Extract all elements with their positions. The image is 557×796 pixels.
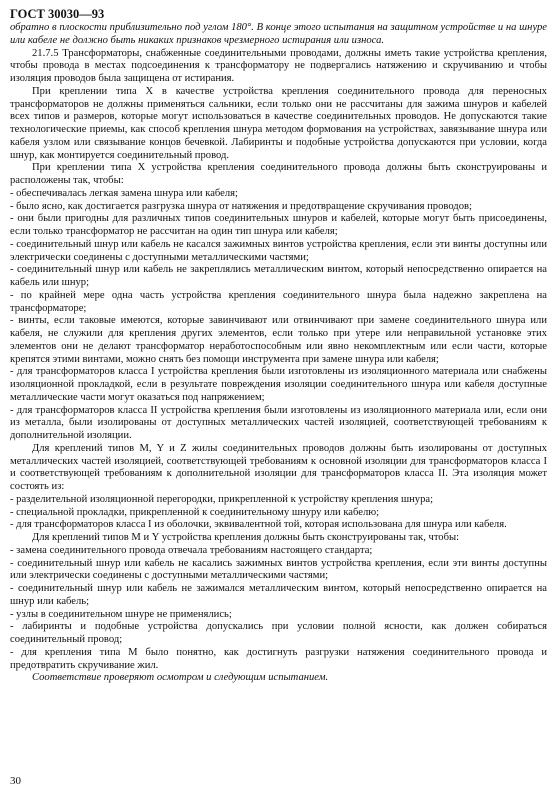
paragraph: - по крайней мере одна часть устройства крепления соединительного шнура была надежно закреплена на трансформаторе; — [10, 289, 547, 314]
paragraph: - они были пригодны для различных типов соединительных шнуров и кабелей, которые могут быть присоединены, если только трансформатор не рассчитан на один тип шнура или кабеля; — [10, 213, 547, 237]
paragraph: - разделительной изоляционной перегородки, прикрепленной к устройству крепления шнура; — [10, 493, 434, 505]
paragraph: - винты, если таковые имеются, которые завинчивают или отвинчивают при замене соединительного шнура или кабеля, не служили для крепления других элементов, если только при утере или неправильной установке этих элементов они не делают трансформатор неработоспособным или явно некомплектным или если части, которые крепятся этими винтами, можно снять без помощи инструмента при замене шнура или кабеля; — [10, 315, 547, 365]
page-number: 30 — [10, 775, 21, 787]
paragraph: - соединительный шнур или кабель не закреплялись металлическим винтом, который непосредственно опирается на кабель или шнур; — [10, 264, 547, 288]
paragraph: - для трансформаторов класса II устройства крепления были изготовлены из изоляционного материала или, если они из металла, были изолированы от доступных металлических частей изоляцией, соответствующей требованиям к дополнительной изоляции. — [10, 404, 547, 441]
paragraph: При креплении типа X в качестве устройства крепления соединительного провода для переносных трансформаторов не должны применяться сальники, если только они не рассчитаны для зажима шнуров и кабелей всех типов и размеров, которые могут использоваться в качестве соединительных проводов. Не допускаются такие технологические приемы, как способ крепления шнура методом формования на устройствах, завязывание шнура или кабеля узлом или связывание концов бечевкой. Лабиринты и подобные устройства допускаются при условии, когда шнур, как монтируется соединительный провод. — [10, 85, 547, 161]
paragraph: Для креплений типов M, Y и Z жилы соединительных проводов должны быть изолированы от доступных металлических частей изоляцией, соответствующей требованиям к основной изоляции для трансформаторов класса I и соответствующей требованиям к дополнительной изоляции для трансформаторов класса II. Эта изоляция может состоять из: — [10, 442, 547, 492]
paragraph: - соединительный шнур или кабель не касались зажимных винтов устройства крепления, если эти винты доступны или электрически соединены с доступными металлическими частями; — [10, 557, 547, 582]
paragraph: - соединительный шнур или кабель не касался зажимных винтов устройства крепления, если эти винты доступны или электрически соединены с доступными металлическими частями; — [10, 238, 547, 263]
paragraph: 21.7.5 Трансформаторы, снабженные соединительными проводами, должны иметь такие устройства крепления, чтобы провода в местах подсоединения к трансформатору не подвергались натяжению и скручиванию и чтобы изоляция проводов была защищена от истирания. — [10, 47, 547, 84]
paragraph: - лабиринты и подобные устройства допускались при условии полной ясности, как должен собираться соединительный провод; — [10, 621, 547, 645]
paragraph: - соединительный шнур или кабель не зажимался металлическим винтом, который непосредственно опирается на шнур или кабель; — [10, 583, 547, 607]
paragraph: обратно в плоскости приблизительно под углом 180°. В конце этого испытания на защитном устройстве и на шнуре или кабеле не должно быть никаких признаков чрезмерного истирания или износа. — [10, 22, 547, 46]
paragraph: Соответствие проверяют осмотром и следующим испытанием. — [32, 672, 329, 684]
paragraph: Для креплений типов M и Y устройства крепления должны быть сконструированы так, чтобы: — [32, 532, 460, 543]
paragraph: - было ясно, как достигается разгрузка шнура от натяжения и предотвращение скручивания проводов; — [10, 200, 472, 212]
paragraph: - замена соединительного провода отвечала требованиям настоящего стандарта; — [10, 544, 373, 556]
paragraph: - обеспечивалась легкая замена шнура или кабеля; — [10, 187, 238, 199]
paragraph: При креплении типа X устройства крепления соединительного провода должны быть сконструированы и расположены так, чтобы: — [10, 162, 547, 186]
paragraph: - для трансформаторов класса I устройства крепления были изготовлены из изоляционного материала или снабжены изоляционной прокладкой, если в результате повреждения изоляции соединительного шнура или кабеля доступные металлические части могут оказаться под напряжением; — [10, 366, 547, 403]
paragraph: - для крепления типа M было понятно, как достигнуть разгрузки натяжения соединительного провода и предотвратить скручивание жил. — [10, 646, 547, 671]
document-header: ГОСТ 30030—93 — [10, 7, 105, 21]
paragraph: - специальной прокладки, прикрепленной к соединительному шнуру или кабелю; — [10, 506, 380, 518]
document-body — [10, 22, 547, 685]
paragraph: - для трансформаторов класса I из оболочки, эквивалентной той, которая использована для шнура или кабеля. — [10, 519, 507, 531]
paragraph: - узлы в соединительном шнуре не применялись; — [10, 608, 232, 620]
